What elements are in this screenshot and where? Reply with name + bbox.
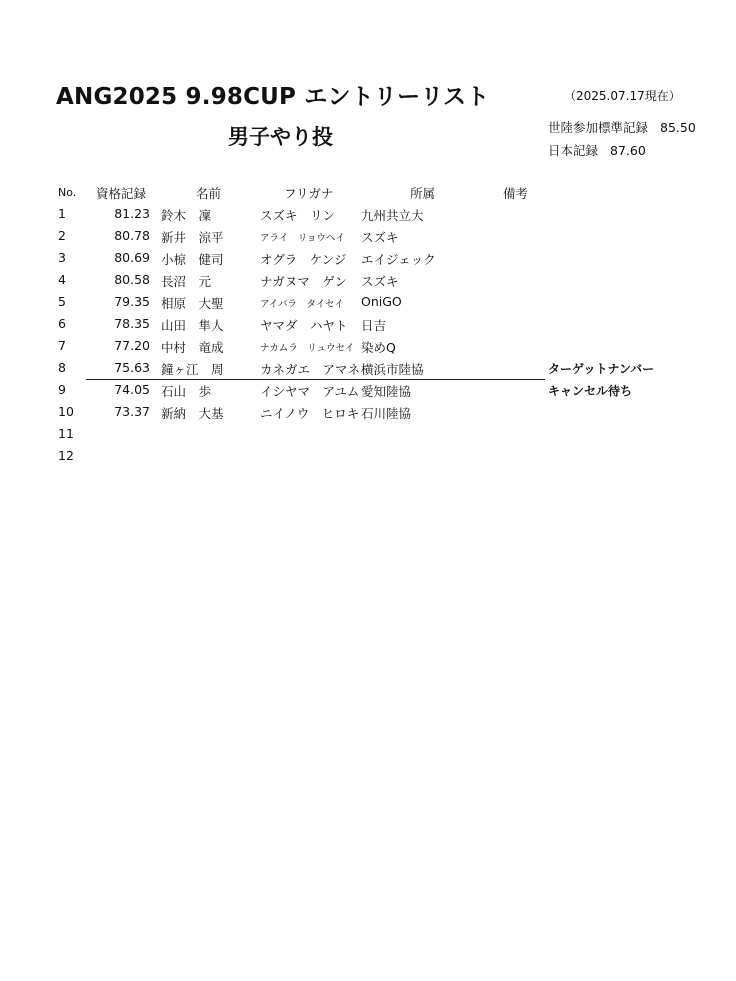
column-header-affiliation: 所属 xyxy=(410,186,436,201)
record-standard-value: 85.50 xyxy=(660,120,696,135)
record-national-value: 87.60 xyxy=(610,143,646,158)
row-no: 3 xyxy=(58,250,66,265)
row-kana: アライ リョウヘイ xyxy=(260,233,345,244)
record-national-label: 日本記録 xyxy=(548,143,599,158)
row-no: 7 xyxy=(58,338,66,353)
column-header-no: No. xyxy=(58,186,77,199)
row-mark: 80.78 xyxy=(114,228,150,243)
row-name: 鈴木 凜 xyxy=(161,208,212,223)
column-header-note: 備考 xyxy=(503,186,529,201)
row-affiliation: 日吉 xyxy=(361,318,387,333)
row-affiliation: スズキ xyxy=(361,274,399,289)
row-affiliation: 横浜市陸協 xyxy=(361,362,424,377)
row-name: 小椋 健司 xyxy=(161,252,224,267)
row-kana: オグラ ケンジ xyxy=(260,252,347,267)
as-of-date: （2025.07.17現在） xyxy=(564,89,681,103)
row-note: ターゲットナンバー xyxy=(548,362,655,376)
row-mark: 74.05 xyxy=(114,382,150,397)
row-no: 4 xyxy=(58,272,66,287)
row-kana: スズキ リン xyxy=(260,208,336,223)
row-name: 相原 大聖 xyxy=(161,296,224,311)
row-name: 長沼 元 xyxy=(161,274,212,289)
row-no: 10 xyxy=(58,404,74,419)
row-mark: 77.20 xyxy=(114,338,150,353)
row-kana: カネガエ アマネ xyxy=(260,362,361,377)
record-standard-label: 世陸参加標準記録 xyxy=(548,120,649,135)
row-name: 新井 涼平 xyxy=(161,230,224,245)
page-title: ANG2025 9.98CUP エントリーリスト xyxy=(56,84,490,110)
table-row xyxy=(0,228,736,250)
event-title: 男子やり投 xyxy=(228,125,333,149)
row-mark: 75.63 xyxy=(114,360,150,375)
record-national xyxy=(548,141,646,159)
row-mark: 78.35 xyxy=(114,316,150,331)
row-mark: 73.37 xyxy=(114,404,150,419)
table-row xyxy=(0,448,736,470)
table-row xyxy=(0,316,736,338)
row-kana: イシヤマ アユム xyxy=(260,384,360,399)
table-row xyxy=(0,404,736,426)
column-header-kana: フリガナ xyxy=(284,186,334,201)
row-kana: ナガヌマ ゲン xyxy=(260,274,348,289)
row-kana: ニイノウ ヒロキ xyxy=(260,406,360,421)
row-name: 石山 歩 xyxy=(161,384,212,399)
row-no: 1 xyxy=(58,206,66,221)
target-number-cutoff-line xyxy=(86,379,545,380)
row-affiliation: 染めQ xyxy=(361,340,396,355)
row-kana: ナカムラ リュウセイ xyxy=(260,343,355,354)
column-header-name: 名前 xyxy=(196,186,222,201)
row-no: 2 xyxy=(58,228,66,243)
row-affiliation: 愛知陸協 xyxy=(361,384,412,399)
row-affiliation: 九州共立大 xyxy=(361,208,424,223)
row-affiliation: エイジェック xyxy=(361,252,436,267)
table-row xyxy=(0,272,736,294)
table-row xyxy=(0,382,736,404)
column-header-mark: 資格記録 xyxy=(96,186,147,201)
row-kana: ヤマダ ハヤト xyxy=(260,318,348,333)
row-affiliation: OniGO xyxy=(361,294,402,309)
row-no: 6 xyxy=(58,316,66,331)
table-row xyxy=(0,206,736,228)
record-standard xyxy=(548,118,696,136)
table-row xyxy=(0,338,736,360)
row-affiliation: 石川陸協 xyxy=(361,406,412,421)
row-kana: アイバラ タイセイ xyxy=(260,299,344,310)
row-name: 中村 竜成 xyxy=(161,340,224,355)
table-row xyxy=(0,426,736,448)
row-name: 鐘ヶ江 周 xyxy=(161,362,224,377)
row-affiliation: スズキ xyxy=(361,230,399,245)
row-name: 山田 隼人 xyxy=(161,318,224,333)
row-note: キャンセル待ち xyxy=(548,384,633,398)
row-name: 新納 大基 xyxy=(161,406,224,421)
table-row xyxy=(0,250,736,272)
row-mark: 80.58 xyxy=(114,272,150,287)
row-mark: 81.23 xyxy=(114,206,150,221)
table-row xyxy=(0,294,736,316)
row-no: 11 xyxy=(58,426,74,441)
row-no: 5 xyxy=(58,294,66,309)
row-no: 8 xyxy=(58,360,66,375)
row-mark: 80.69 xyxy=(114,250,150,265)
row-no: 9 xyxy=(58,382,66,397)
row-no: 12 xyxy=(58,448,74,463)
row-mark: 79.35 xyxy=(114,294,150,309)
